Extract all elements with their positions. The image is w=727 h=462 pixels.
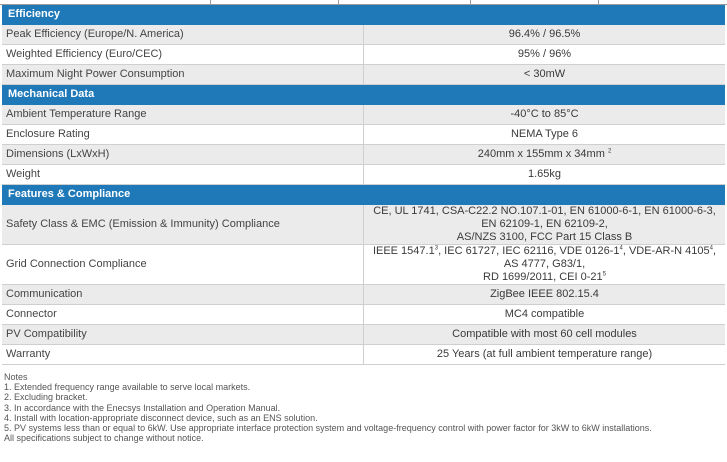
note-item: 5. PV systems less than or equal to 6kW. Use appropriate interface protection system and voltage-frequency control with power factor for 3kW to 6kW installations. [4, 423, 652, 434]
table-row [2, 325, 725, 345]
table-row [2, 65, 725, 85]
row-label: Weighted Efficiency (Euro/CEC) [2, 45, 364, 65]
dimensions-text: 240mm x 155mm x 34mm [477, 148, 605, 160]
row-value: 25 Years (at full ambient temperature range) [364, 345, 726, 365]
footnote-ref: 5 [602, 271, 606, 278]
safety-line-2: AS/NZS 3100, FCC Part 15 Class B [456, 231, 633, 243]
grid-text: , IEC 61727, IEC 62116, VDE 0126-1 [438, 245, 620, 257]
row-value: 1.65kg [364, 165, 726, 185]
table-row [2, 25, 725, 45]
row-value: ZigBee IEEE 802.15.4 [364, 285, 726, 305]
note-item: 1. Extended frequency range available to serve local markets. [4, 382, 251, 393]
table-row [2, 345, 725, 365]
row-label: Enclosure Rating [2, 125, 364, 145]
table-row [2, 305, 725, 325]
footnote-ref: 3 [434, 245, 439, 252]
table-row [2, 145, 725, 165]
row-value: < 30mW [364, 65, 726, 85]
notes-footer: All specifications subject to change without notice. [4, 433, 204, 444]
table-row [2, 105, 725, 125]
row-value: -40°C to 85°C [364, 105, 726, 125]
row-label: Weight [2, 165, 364, 185]
row-label: PV Compatibility [2, 325, 364, 345]
grid-text: RD 1699/2011, CEI 0-21 [483, 271, 603, 283]
footnote-ref: 4 [619, 245, 623, 252]
section-header-features [2, 185, 725, 205]
row-value [364, 145, 726, 165]
notes-section [4, 372, 704, 443]
table-row [2, 205, 725, 245]
table-row [2, 285, 725, 305]
row-label: Dimensions (LxWxH) [2, 145, 364, 165]
row-value [364, 245, 726, 285]
section-header-efficiency [2, 5, 725, 25]
table-row [2, 165, 725, 185]
note-item: 3. In accordance with the Enecsys Installation and Operation Manual. [4, 402, 281, 413]
note-item: 2. Excluding bracket. [4, 392, 88, 403]
row-label: Communication [2, 285, 364, 305]
table-row [2, 245, 725, 285]
row-label: Peak Efficiency (Europe/N. America) [2, 25, 364, 45]
row-label: Warranty [2, 345, 364, 365]
grid-text: , VDE-AR-N 4105 [622, 245, 710, 257]
table-row [2, 45, 725, 65]
section-header-mechanical [2, 85, 725, 105]
footnote-ref: 4 [709, 245, 713, 252]
table-row [2, 125, 725, 145]
row-value: 95% / 96% [364, 45, 726, 65]
grid-text: IEEE 1547.1 [372, 245, 435, 257]
row-value: Compatible with most 60 cell modules [364, 325, 726, 345]
section-title: Efficiency [2, 5, 725, 25]
row-value [364, 205, 726, 245]
spec-table [2, 5, 725, 365]
section-title: Mechanical Data [2, 85, 725, 105]
row-label: Connector [2, 305, 364, 325]
note-item: 4. Install with location-appropriate disconnect device, such as an ENS solution. [4, 412, 318, 423]
row-label: Maximum Night Power Consumption [2, 65, 364, 85]
footnote-ref: 2 [607, 148, 612, 155]
row-value: 96.4% / 96.5% [364, 25, 726, 45]
row-label: Safety Class & EMC (Emission & Immunity) Compliance [2, 205, 364, 245]
row-label: Grid Connection Compliance [2, 245, 364, 285]
grid-text: , AS 4777, G83/1, [503, 245, 717, 270]
row-value: NEMA Type 6 [364, 125, 726, 145]
row-label: Ambient Temperature Range [2, 105, 364, 125]
section-title: Features & Compliance [2, 185, 725, 205]
safety-line-1: CE, UL 1741, CSA-C22.2 NO.107.1-01, EN 61000-6-1, EN 61000-6-3, EN 62109-1, EN 62109-2, [373, 205, 716, 230]
row-value: MC4 compatible [364, 305, 726, 325]
notes-title: Notes [4, 372, 28, 382]
